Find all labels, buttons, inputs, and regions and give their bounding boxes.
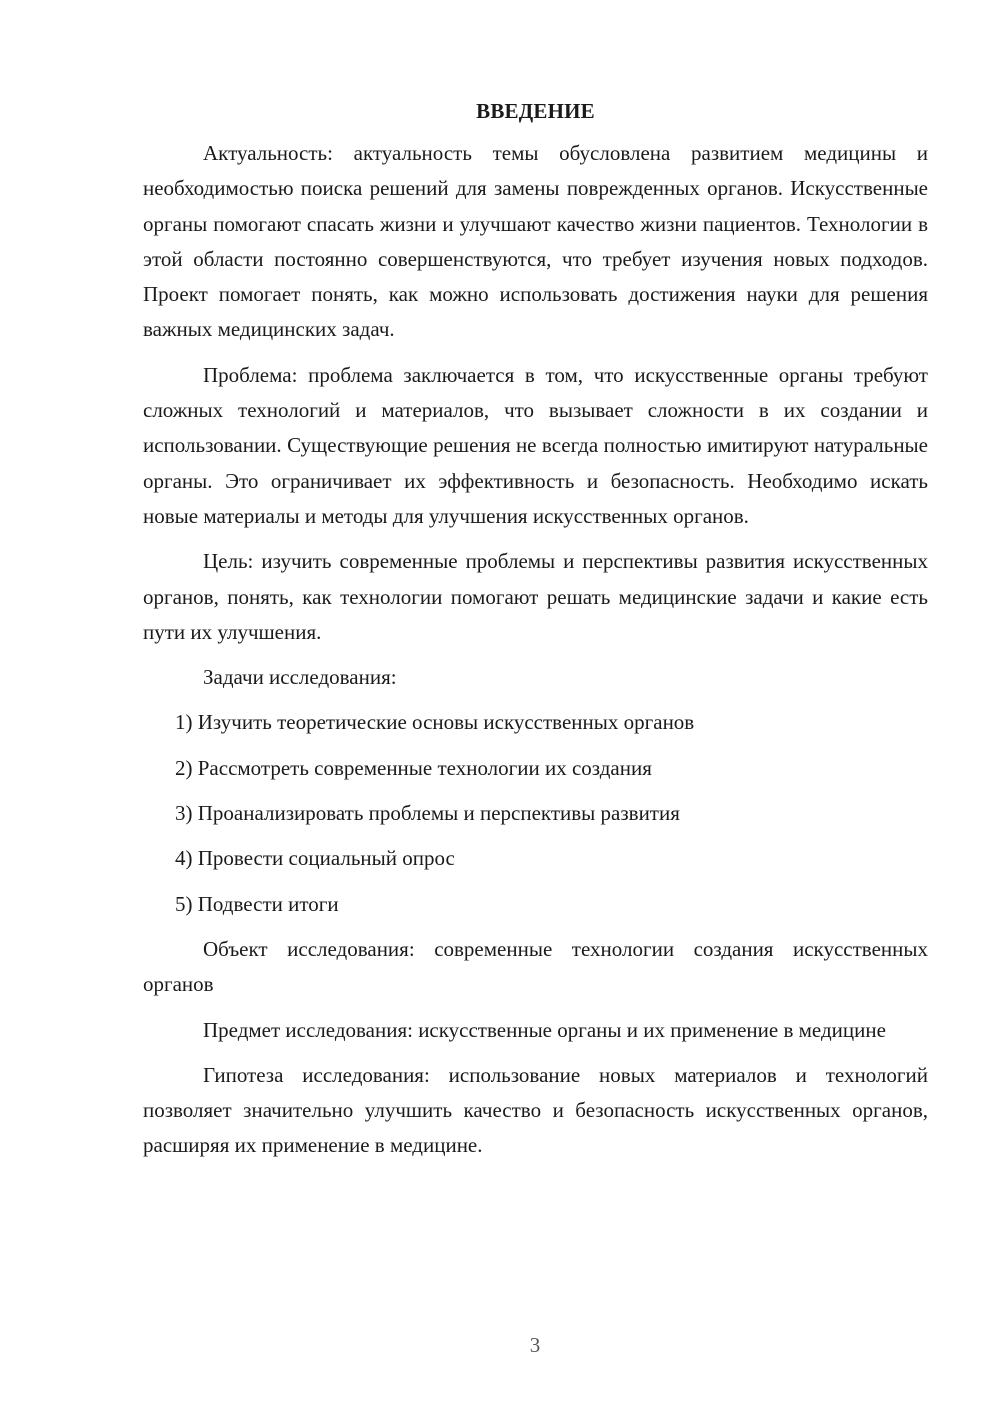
subject-paragraph: Предмет исследования: искусственные органы и их применение в медицине <box>203 1017 886 1042</box>
list-item: 3) Проанализировать проблемы и перспективы развития <box>175 801 680 826</box>
object-paragraph: Объект исследования: современные технологии создания искусственных органов <box>143 936 928 997</box>
problem-paragraph: Проблема: проблема заключается в том, что искусственные органы требуют сложных технологий и материалов, что вызывает сложности в их создании и использовании. Существующие решения не всегда полностью имитируют натуральные органы. Это ограничивает их эффективность и безопасность. Необходимо искать новые материалы и методы для улучшения искусственных органов. <box>143 362 928 528</box>
goal-paragraph: Цель: изучить современные проблемы и перспективы развития искусственных органов, понять, как технологии помогают решать медицинские задачи и какие есть пути их улучшения. <box>143 549 928 644</box>
tasks-heading: Задачи исследования: <box>203 665 397 690</box>
list-item: 2) Рассмотреть современные технологии их создания <box>175 755 652 780</box>
tasks-list <box>143 705 928 921</box>
list-item: 4) Провести социальный опрос <box>175 846 455 871</box>
document-page <box>143 94 928 1174</box>
hypothesis-paragraph: Гипотеза исследования: использование новых материалов и технологий позволяет значительно улучшить качество и безопасность искусственных органов, расширяя их применение в медицине. <box>143 1062 928 1158</box>
page-title: ВВЕДЕНИЕ <box>476 99 595 123</box>
list-item: 1) Изучить теоретические основы искусственных органов <box>175 710 695 735</box>
relevance-paragraph: Актуальность: актуальность темы обусловлена развитием медицины и необходимостью поиска решений для замены поврежденных органов. Искусственные органы помогают спасать жизни и улучшают качество жизни пациентов. Технологии в этой области постоянно совершенствуются, что требует изучения новых подходов. Проект помогает понять, как можно использовать достижения науки для решения важных медицинских задач. <box>143 141 928 342</box>
list-item: 5) Подвести итоги <box>175 891 339 916</box>
page-number: 3 <box>529 1333 541 1357</box>
